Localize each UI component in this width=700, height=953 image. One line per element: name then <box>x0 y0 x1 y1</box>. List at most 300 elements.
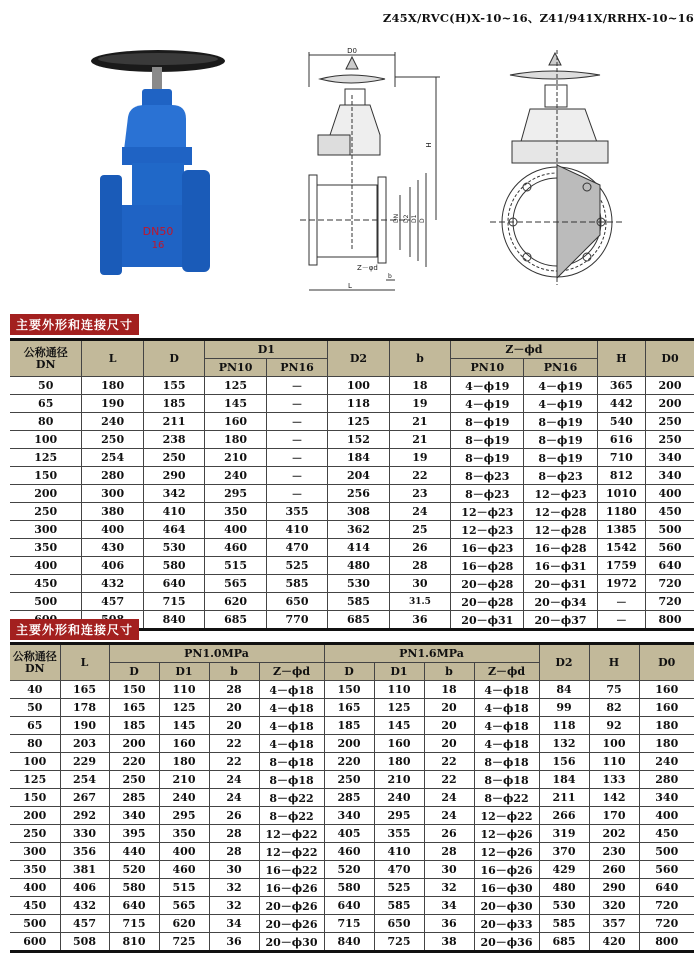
table-cell: 620 <box>205 593 266 611</box>
table-cell: 685 <box>539 933 589 952</box>
table-cell: 22 <box>389 467 450 485</box>
table-row <box>10 431 694 449</box>
label-d1: D1 <box>411 214 418 223</box>
table-cell: 350 <box>10 539 82 557</box>
table-cell: 350 <box>205 503 266 521</box>
table-cell: 32 <box>424 879 474 897</box>
table-cell: 16－ϕ31 <box>524 557 597 575</box>
table-cell: 100 <box>589 735 639 753</box>
table-cell: 204 <box>328 467 389 485</box>
table-cell: 432 <box>60 897 109 915</box>
table-row <box>10 681 694 699</box>
table-cell: 500 <box>646 521 694 539</box>
handwheel-icon <box>91 50 225 93</box>
table-cell: 4－ϕ18 <box>474 681 539 699</box>
table-cell: 4－ϕ18 <box>259 735 324 753</box>
table-cell: 40 <box>10 681 60 699</box>
front-drawing <box>490 50 625 285</box>
table-cell: 560 <box>639 861 694 879</box>
table-cell: 16－ϕ30 <box>474 879 539 897</box>
header-z-pn16: PN16 <box>524 359 597 377</box>
table-cell: 300 <box>10 843 60 861</box>
table-cell: 22 <box>424 771 474 789</box>
table-cell: 125 <box>159 699 209 717</box>
table-cell: 406 <box>82 557 143 575</box>
table-cell: 34 <box>209 915 259 933</box>
table-row <box>10 593 694 611</box>
label-d0: D0 <box>347 47 357 55</box>
table-row <box>10 575 694 593</box>
label-d2: D2 <box>403 214 410 223</box>
table-row <box>10 789 694 807</box>
table-cell: 125 <box>328 413 389 431</box>
table-cell: 150 <box>324 681 374 699</box>
right-flange <box>182 170 210 272</box>
table-cell: 342 <box>143 485 204 503</box>
table-cell: 365 <box>597 377 645 395</box>
header-d2: D2 <box>539 644 589 681</box>
table-cell: 8－ϕ19 <box>524 431 597 449</box>
table-cell: 38 <box>424 933 474 952</box>
table-cell: 200 <box>10 485 82 503</box>
label-l: L <box>348 282 352 290</box>
table-cell: 292 <box>60 807 109 825</box>
table-cell: 36 <box>209 933 259 952</box>
table-cell: 240 <box>159 789 209 807</box>
table-cell: 184 <box>539 771 589 789</box>
table-cell: 8－ϕ22 <box>259 807 324 825</box>
table-cell: 800 <box>639 933 694 952</box>
table-cell: 20－ϕ36 <box>474 933 539 952</box>
table-cell: 28 <box>209 825 259 843</box>
table-cell: 145 <box>159 717 209 735</box>
table-cell: 414 <box>328 539 389 557</box>
table-cell: 400 <box>639 807 694 825</box>
table-cell: 8－ϕ19 <box>451 449 524 467</box>
table-cell: 118 <box>328 395 389 413</box>
label-h: H <box>425 142 433 148</box>
table-cell: 280 <box>82 467 143 485</box>
table-cell: 770 <box>266 611 327 630</box>
table-cell: 180 <box>205 431 266 449</box>
table-row <box>10 467 694 485</box>
section2-label: 主要外形和连接尺寸 <box>10 619 139 640</box>
table-cell: 28 <box>209 843 259 861</box>
table-cell: 110 <box>159 681 209 699</box>
table-cell: 285 <box>109 789 159 807</box>
table-cell: 616 <box>597 431 645 449</box>
table-cell: 21 <box>389 431 450 449</box>
valve-photo <box>0 35 700 300</box>
header-d0: D0 <box>639 644 694 681</box>
table-cell: 65 <box>10 395 82 413</box>
header-h: H <box>597 340 645 377</box>
table-cell: 20－ϕ28 <box>451 575 524 593</box>
left-flange <box>100 175 122 275</box>
table-cell: 457 <box>82 593 143 611</box>
table-cell: 320 <box>589 897 639 915</box>
table-row <box>10 879 694 897</box>
table-cell: 420 <box>589 933 639 952</box>
table-cell: 715 <box>143 593 204 611</box>
table-cell: 12－ϕ28 <box>524 503 597 521</box>
table-cell: 308 <box>328 503 389 521</box>
table-cell: 254 <box>82 449 143 467</box>
table-cell: 21 <box>389 413 450 431</box>
table-cell: 20－ϕ31 <box>451 611 524 630</box>
table-cell: 330 <box>60 825 109 843</box>
table-cell: 50 <box>10 699 60 717</box>
table-cell: 250 <box>109 771 159 789</box>
photo-label-pn: 16 <box>151 240 165 251</box>
table-cell: 710 <box>597 449 645 467</box>
table-cell: 30 <box>389 575 450 593</box>
table-cell: 410 <box>143 503 204 521</box>
table-cell: 4－ϕ18 <box>474 735 539 753</box>
table-row <box>10 395 694 413</box>
table-cell: 22 <box>209 735 259 753</box>
table-cell: 20－ϕ33 <box>474 915 539 933</box>
table-cell: 450 <box>10 575 82 593</box>
table-cell: 585 <box>374 897 424 915</box>
table-cell: 100 <box>10 431 82 449</box>
table-cell: 185 <box>143 395 204 413</box>
table-cell: 125 <box>374 699 424 717</box>
table-cell: 25 <box>389 521 450 539</box>
table-cell: 480 <box>328 557 389 575</box>
table-cell: 285 <box>324 789 374 807</box>
table-cell: 20 <box>424 699 474 717</box>
table-cell: 410 <box>374 843 424 861</box>
table-cell: 20－ϕ30 <box>474 897 539 915</box>
table-cell: 150 <box>10 789 60 807</box>
table-cell: 840 <box>324 933 374 952</box>
table-cell: 12－ϕ23 <box>451 521 524 539</box>
table-cell: 170 <box>589 807 639 825</box>
table-cell: 295 <box>374 807 424 825</box>
table-cell: 20 <box>209 717 259 735</box>
table-cell: 450 <box>639 825 694 843</box>
section1-label: 主要外形和连接尺寸 <box>10 314 139 335</box>
table-cell: 1542 <box>597 539 645 557</box>
table-cell: 12－ϕ26 <box>474 825 539 843</box>
table-cell: 250 <box>646 431 694 449</box>
table-cell: 250 <box>143 449 204 467</box>
table-cell: 400 <box>205 521 266 539</box>
table-cell: 125 <box>10 449 82 467</box>
table-cell: 240 <box>374 789 424 807</box>
table-cell: 30 <box>424 861 474 879</box>
table-row <box>10 843 694 861</box>
table-cell: － <box>266 377 327 395</box>
table-cell: 92 <box>589 717 639 735</box>
table-cell: 600 <box>10 933 60 952</box>
header-dn: 公称通径 DN <box>10 644 60 681</box>
table-cell: 133 <box>589 771 639 789</box>
table-cell: 685 <box>205 611 266 630</box>
table-cell: 8－ϕ18 <box>259 771 324 789</box>
table-row <box>10 717 694 735</box>
table-cell: 20－ϕ30 <box>259 933 324 952</box>
table-cell: 350 <box>10 861 60 879</box>
table-cell: 118 <box>539 717 589 735</box>
table-cell: 720 <box>646 593 694 611</box>
table-cell: 165 <box>60 681 109 699</box>
table-cell: 8－ϕ22 <box>259 789 324 807</box>
table-row <box>10 753 694 771</box>
table-cell: 812 <box>597 467 645 485</box>
table-cell: 4－ϕ19 <box>524 377 597 395</box>
table-cell: 24 <box>209 771 259 789</box>
table-cell: 260 <box>589 861 639 879</box>
table-cell: － <box>266 485 327 503</box>
table-cell: 525 <box>374 879 424 897</box>
header-d0: D0 <box>646 340 694 377</box>
table-cell: 18 <box>389 377 450 395</box>
table-cell: 4－ϕ19 <box>451 377 524 395</box>
table-cell: 8－ϕ19 <box>524 449 597 467</box>
table-cell: 190 <box>60 717 109 735</box>
table-cell: 20 <box>209 699 259 717</box>
table-cell: 295 <box>205 485 266 503</box>
table-cell: － <box>266 431 327 449</box>
table-cell: 355 <box>266 503 327 521</box>
table-cell: 12－ϕ22 <box>259 843 324 861</box>
header-pn10-d: D <box>109 663 159 681</box>
header-z-pn10: PN10 <box>451 359 524 377</box>
table-cell: 132 <box>539 735 589 753</box>
table-cell: 640 <box>324 897 374 915</box>
table-row <box>10 503 694 521</box>
table-cell: 290 <box>589 879 639 897</box>
table-cell: 220 <box>109 753 159 771</box>
side-drawing <box>300 52 440 290</box>
table-cell: 125 <box>10 771 60 789</box>
table-cell: 250 <box>10 825 60 843</box>
table-cell: 18 <box>424 681 474 699</box>
table-cell: 381 <box>60 861 109 879</box>
table-cell: 156 <box>539 753 589 771</box>
table-cell: 525 <box>266 557 327 575</box>
header-pn16-d: D <box>324 663 374 681</box>
table-cell: 585 <box>539 915 589 933</box>
table-cell: 20 <box>424 735 474 753</box>
table-cell: 220 <box>324 753 374 771</box>
table-cell: 150 <box>109 681 159 699</box>
table-cell: 725 <box>159 933 209 952</box>
table-cell: 150 <box>10 467 82 485</box>
table-row <box>10 413 694 431</box>
table-cell: 31.5 <box>389 593 450 611</box>
table-cell: 16－ϕ22 <box>259 861 324 879</box>
table-cell: 565 <box>205 575 266 593</box>
table-cell: 12－ϕ26 <box>474 843 539 861</box>
table-cell: 12－ϕ22 <box>474 807 539 825</box>
header-pn10-b: b <box>209 663 259 681</box>
table-cell: 585 <box>328 593 389 611</box>
table-cell: 250 <box>10 503 82 521</box>
table-row <box>10 897 694 915</box>
table-cell: 178 <box>60 699 109 717</box>
table-cell: 180 <box>159 753 209 771</box>
table-cell: 180 <box>639 735 694 753</box>
table-cell: 585 <box>266 575 327 593</box>
table-cell: 240 <box>82 413 143 431</box>
table-cell: 400 <box>82 521 143 539</box>
table-cell: 1010 <box>597 485 645 503</box>
table-cell: 460 <box>324 843 374 861</box>
table-cell: 266 <box>539 807 589 825</box>
table-cell: 362 <box>328 521 389 539</box>
table-cell: 80 <box>10 735 60 753</box>
table-cell: 20－ϕ26 <box>259 915 324 933</box>
header-l: L <box>60 644 109 681</box>
table-cell: 84 <box>539 681 589 699</box>
table-cell: 12－ϕ23 <box>451 503 524 521</box>
table-row <box>10 915 694 933</box>
table-cell: 340 <box>646 467 694 485</box>
table-row <box>10 449 694 467</box>
table-cell: 1180 <box>597 503 645 521</box>
table-cell: 457 <box>60 915 109 933</box>
table-cell: 190 <box>82 395 143 413</box>
table-cell: 565 <box>159 897 209 915</box>
table-cell: 400 <box>646 485 694 503</box>
header-d2: D2 <box>328 340 389 377</box>
header-pn10-d1: D1 <box>159 663 209 681</box>
table-row <box>10 771 694 789</box>
table-cell: 1759 <box>597 557 645 575</box>
table-cell: 16－ϕ28 <box>524 539 597 557</box>
table-cell: 515 <box>159 879 209 897</box>
table-cell: 75 <box>589 681 639 699</box>
header-d1: D1 <box>205 340 328 359</box>
table-cell: 211 <box>539 789 589 807</box>
table-cell: 230 <box>589 843 639 861</box>
table-cell: 110 <box>589 753 639 771</box>
table-cell: 12－ϕ23 <box>524 485 597 503</box>
table-cell: 580 <box>109 879 159 897</box>
table-cell: 24 <box>209 789 259 807</box>
table-cell: 28 <box>424 843 474 861</box>
table-cell: 355 <box>374 825 424 843</box>
table-cell: 8－ϕ19 <box>451 431 524 449</box>
table-cell: 640 <box>143 575 204 593</box>
table-cell: 520 <box>109 861 159 879</box>
spec-table-1 <box>10 338 694 631</box>
table-row <box>10 807 694 825</box>
table-cell: 16－ϕ28 <box>451 557 524 575</box>
table-cell: 50 <box>10 377 82 395</box>
header-pn10mpa: PN1.0MPa <box>109 644 324 663</box>
table-cell: 16－ϕ26 <box>474 861 539 879</box>
header-d1-pn10: PN10 <box>205 359 266 377</box>
table-cell: 4－ϕ18 <box>259 681 324 699</box>
header-l: L <box>82 340 143 377</box>
table-cell: 8－ϕ23 <box>451 467 524 485</box>
table-cell: 340 <box>639 789 694 807</box>
table-cell: 23 <box>389 485 450 503</box>
table-cell: 165 <box>324 699 374 717</box>
table-cell: 4－ϕ18 <box>474 699 539 717</box>
table-row <box>10 699 694 717</box>
table-cell: 80 <box>10 413 82 431</box>
header-pn16-b: b <box>424 663 474 681</box>
table-cell: 19 <box>389 395 450 413</box>
figure-area <box>0 35 700 300</box>
table-cell: 8－ϕ18 <box>259 753 324 771</box>
table-cell: 32 <box>209 897 259 915</box>
table-cell: 24 <box>424 789 474 807</box>
table-cell: 20－ϕ28 <box>451 593 524 611</box>
table-cell: 160 <box>639 681 694 699</box>
table-cell: 357 <box>589 915 639 933</box>
table-cell: 160 <box>205 413 266 431</box>
table-cell: 810 <box>109 933 159 952</box>
table-cell: 530 <box>143 539 204 557</box>
table-cell: 319 <box>539 825 589 843</box>
table-cell: 110 <box>374 681 424 699</box>
table-cell: 254 <box>60 771 109 789</box>
table-cell: 185 <box>109 717 159 735</box>
table-cell: 8－ϕ19 <box>524 413 597 431</box>
table-cell: 400 <box>10 879 60 897</box>
table-cell: 464 <box>143 521 204 539</box>
table-cell: 20 <box>424 717 474 735</box>
header-d1-pn16: PN16 <box>266 359 327 377</box>
spec-table-2 <box>10 642 694 953</box>
table-cell: 200 <box>646 377 694 395</box>
table-cell: － <box>266 467 327 485</box>
table-row <box>10 861 694 879</box>
label-dn: DN <box>393 213 400 223</box>
table-cell: 640 <box>639 879 694 897</box>
table-cell: 620 <box>159 915 209 933</box>
table-cell: 20－ϕ31 <box>524 575 597 593</box>
table-row <box>10 825 694 843</box>
table-cell: 256 <box>328 485 389 503</box>
table-cell: 1385 <box>597 521 645 539</box>
table-cell: 725 <box>374 933 424 952</box>
table-cell: － <box>266 413 327 431</box>
table-cell: 450 <box>646 503 694 521</box>
table-cell: 840 <box>143 611 204 630</box>
table-cell: － <box>266 395 327 413</box>
table-cell: 26 <box>209 807 259 825</box>
photo-label-dn: DN50 <box>142 225 174 238</box>
table-cell: 400 <box>10 557 82 575</box>
table-cell: － <box>266 449 327 467</box>
table-cell: 24 <box>389 503 450 521</box>
table-cell: 36 <box>389 611 450 630</box>
table-cell: 350 <box>159 825 209 843</box>
table-cell: 356 <box>60 843 109 861</box>
table-cell: 290 <box>143 467 204 485</box>
label-zphid: Z－φd <box>357 264 378 272</box>
table-cell: 20－ϕ37 <box>524 611 597 630</box>
table-row <box>10 521 694 539</box>
table-cell: 440 <box>109 843 159 861</box>
table-cell: 720 <box>639 897 694 915</box>
table-cell: 300 <box>82 485 143 503</box>
table-cell: 145 <box>374 717 424 735</box>
table-cell: 203 <box>60 735 109 753</box>
table-row <box>10 377 694 395</box>
table-cell: 22 <box>424 753 474 771</box>
table-cell: 200 <box>109 735 159 753</box>
table-cell: 640 <box>109 897 159 915</box>
table-cell: 432 <box>82 575 143 593</box>
